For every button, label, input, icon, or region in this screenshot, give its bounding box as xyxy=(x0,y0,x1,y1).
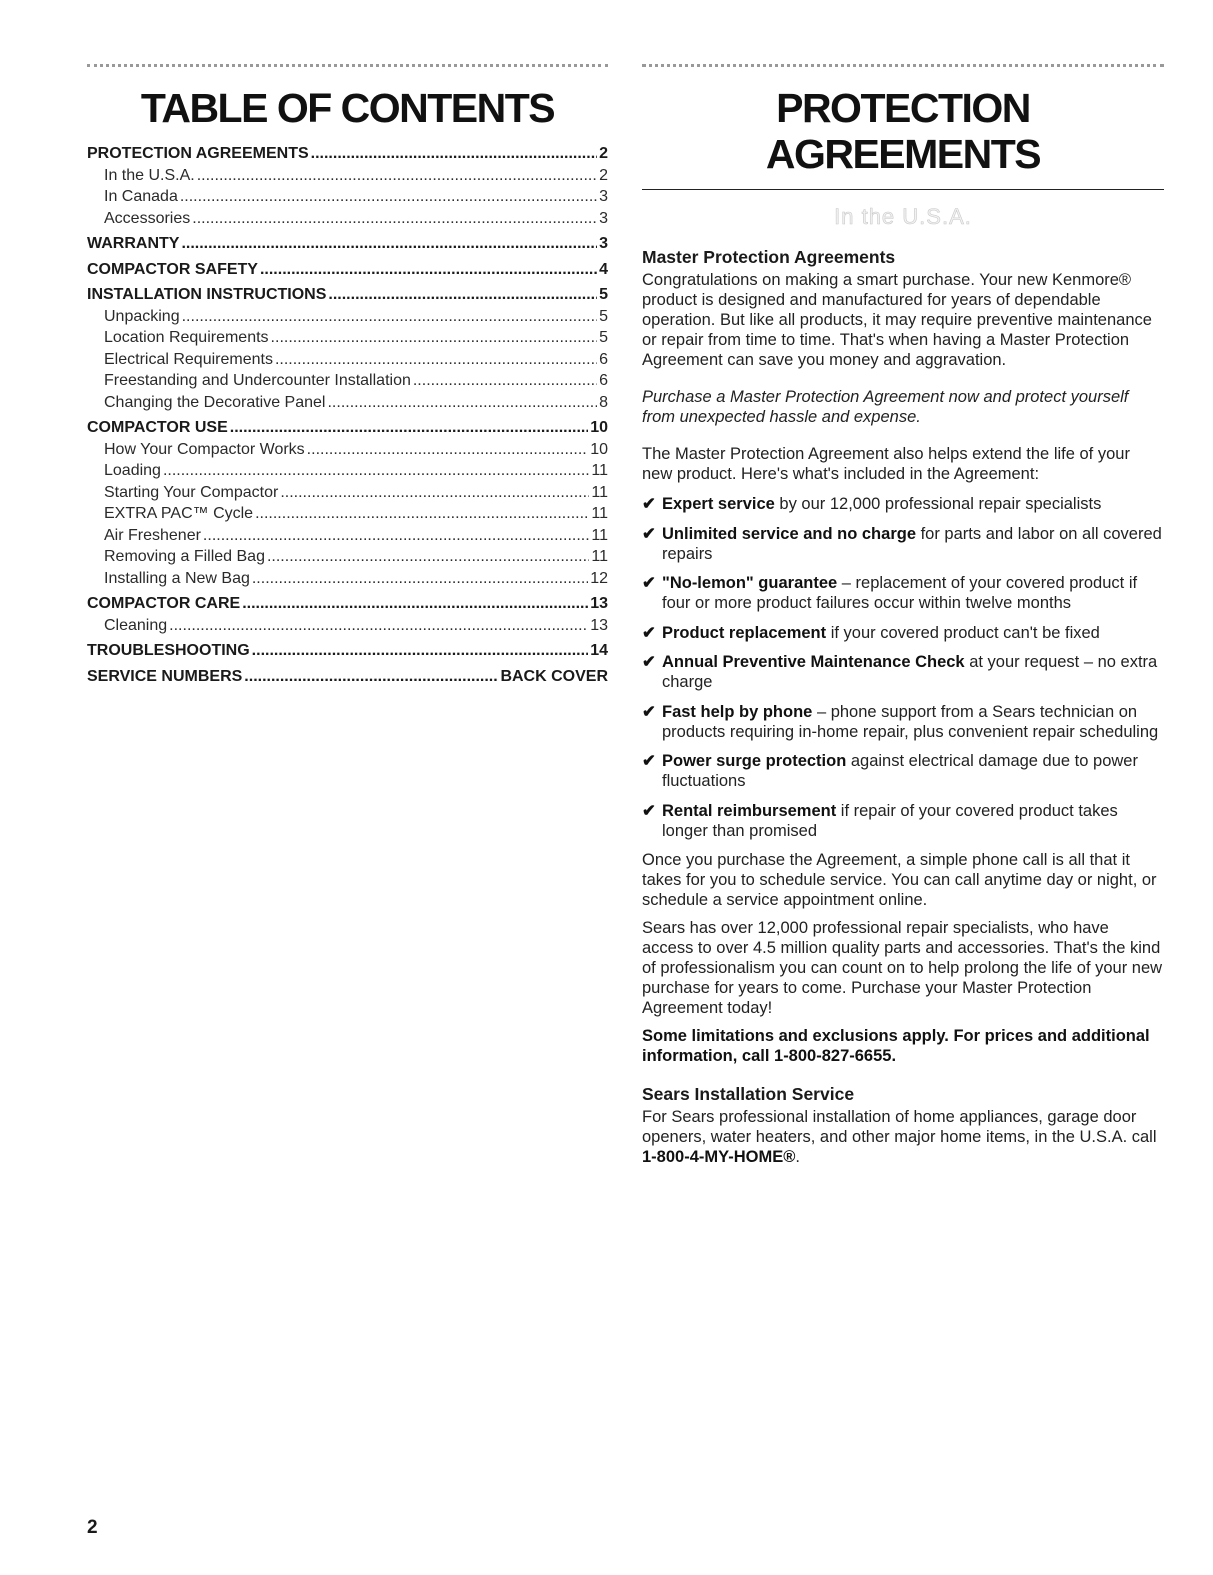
toc-entry-label: Unpacking xyxy=(104,307,180,325)
toc-entry-page: 6 xyxy=(599,372,608,389)
toc-entry-label: SERVICE NUMBERS xyxy=(87,667,243,685)
toc-entry-page: 2 xyxy=(599,166,608,184)
benefit-text xyxy=(662,652,1164,692)
toc-entry-page: 13 xyxy=(590,616,608,634)
toc-entry-page: 4 xyxy=(599,260,608,278)
toc-entry xyxy=(87,568,608,590)
toc-entry-page: 3 xyxy=(599,209,608,227)
toc-entry xyxy=(87,503,608,525)
top-dotted-rule xyxy=(642,64,1164,71)
toc-entry xyxy=(87,640,608,662)
toc-leader-dots xyxy=(413,370,597,392)
toc-leader-dots xyxy=(244,666,498,688)
toc-entry-label: COMPACTOR USE xyxy=(87,419,228,436)
toc-entry-page: 14 xyxy=(590,642,608,659)
benefit-item xyxy=(642,623,1164,643)
toc-leader-dots xyxy=(252,640,589,662)
benefit-title: "No-lemon" guarantee xyxy=(662,574,838,592)
toc-entry-label: EXTRA PAC™ Cycle xyxy=(104,505,254,522)
benefit-list xyxy=(642,494,1164,841)
install-text: For Sears professional installation of home appliances, garage door openers, water heaters, and other major home items, in the U.S.A. call xyxy=(642,1108,1157,1146)
toc-entry xyxy=(87,165,608,187)
benefit-description: for parts and labor on all covered repairs xyxy=(662,524,1162,563)
benefit-title: Unlimited service and no charge xyxy=(662,524,916,543)
toc-leader-dots xyxy=(327,392,597,414)
benefit-title: Power surge protection xyxy=(662,752,847,770)
top-dotted-rule xyxy=(87,64,608,71)
intro-paragraph: Congratulations on making a smart purchase. Your new Kenmore® product is designed and manufactured for years of dependable operation. But like all products, it may require preventive maintenance or repair from time to time. That's when having a Master Protection Agreement can save you money and aggravation. xyxy=(642,271,1152,369)
toc-leader-dots xyxy=(252,568,588,590)
toc-entry-label: INSTALLATION INSTRUCTIONS xyxy=(87,286,327,303)
toc-entry xyxy=(87,392,608,414)
benefit-text xyxy=(662,751,1164,791)
benefit-title: Expert service xyxy=(662,495,775,513)
limitations-note: Some limitations and exclusions apply. For prices and additional information, call 1-800-827-6655. xyxy=(642,1027,1150,1065)
toc-entry-page: 10 xyxy=(590,419,608,436)
toc-entry-label: Air Freshener xyxy=(104,526,201,544)
toc-entry-page: 11 xyxy=(591,505,608,522)
checkmark-icon: ✔ xyxy=(642,702,656,721)
table-of-contents xyxy=(87,64,608,687)
toc-leader-dots xyxy=(275,349,597,371)
toc-leader-dots xyxy=(181,233,597,255)
benefit-title: Fast help by phone xyxy=(662,702,813,721)
toc-leader-dots xyxy=(180,186,597,208)
benefit-text xyxy=(662,801,1164,841)
toc-leader-dots xyxy=(182,306,597,328)
toc-entry-page: 5 xyxy=(599,307,608,325)
checkmark-icon: ✔ xyxy=(642,752,656,770)
protection-title: PROTECTION AGREEMENTS xyxy=(765,85,1041,177)
toc-entry-page: 2 xyxy=(599,145,608,162)
toc-entry-page: 11 xyxy=(591,483,608,501)
toc-entry-page: 3 xyxy=(599,188,608,205)
title-rule xyxy=(642,189,1164,190)
toc-entry xyxy=(87,482,608,504)
toc-leader-dots xyxy=(192,208,597,230)
benefit-description: if your covered product can't be fixed xyxy=(826,623,1100,642)
toc-entry-page: BACK COVER xyxy=(500,667,608,685)
italic-note: Purchase a Master Protection Agreement now and protect yourself from unexpected hassle and expense. xyxy=(642,388,1129,426)
toc-leader-dots xyxy=(163,460,589,482)
toc-entry xyxy=(87,306,608,328)
sears-paragraph: Sears has over 12,000 professional repair specialists, who have access to over 4.5 million quality parts and accessories. That's the kind of professionalism you can count on to help prolong the life of your new purchase for years to come. Purchase your Master Protection Agreement today! xyxy=(642,919,1163,1017)
toc-entry-page: 12 xyxy=(590,569,608,587)
page-number: 2 xyxy=(87,1517,98,1538)
benefit-item xyxy=(642,573,1164,613)
toc-leader-dots xyxy=(197,165,597,187)
toc-entry xyxy=(87,439,608,461)
toc-entry-label: PROTECTION AGREEMENTS xyxy=(87,145,309,162)
benefit-text xyxy=(662,702,1164,742)
toc-leader-dots xyxy=(271,327,598,349)
benefit-description: if repair of your covered product takes longer than promised xyxy=(662,801,1118,840)
install-phone: 1-800-4-MY-HOME® xyxy=(642,1148,796,1166)
benefit-item xyxy=(642,652,1164,692)
toc-leader-dots xyxy=(280,482,589,504)
toc-entry-page: 3 xyxy=(599,235,608,252)
toc-entry-label: Location Requirements xyxy=(104,329,269,346)
benefit-text xyxy=(662,573,1164,613)
toc-entry-label: Loading xyxy=(104,462,161,479)
toc-leader-dots xyxy=(267,546,589,568)
toc-entry-page: 6 xyxy=(599,350,608,368)
toc-leader-dots xyxy=(230,417,588,439)
toc-entry-label: TROUBLESHOOTING xyxy=(87,642,250,659)
benefit-description: – phone support from a Sears technician on products requiring in-home repair, plus convenient repair scheduling xyxy=(662,702,1159,741)
toc-entry xyxy=(87,460,608,482)
region-subheading: In the U.S.A. xyxy=(834,204,972,229)
toc-entry xyxy=(87,259,608,281)
benefit-description: by our 12,000 professional repair specialists xyxy=(774,495,1102,513)
install-end: . xyxy=(795,1148,800,1166)
toc-entry-page: 10 xyxy=(590,440,608,458)
toc-leader-dots xyxy=(169,615,588,637)
toc-entry-label: COMPACTOR SAFETY xyxy=(87,260,258,278)
checkmark-icon: ✔ xyxy=(642,495,656,513)
toc-leader-dots xyxy=(242,593,588,615)
toc-entry-label: How Your Compactor Works xyxy=(104,440,305,458)
toc-leader-dots xyxy=(203,525,589,547)
toc-entry xyxy=(87,417,608,439)
benefit-description: at your request – no extra charge xyxy=(662,653,1158,691)
benefit-item xyxy=(642,494,1164,514)
toc-entry xyxy=(87,370,608,392)
checkmark-icon: ✔ xyxy=(642,653,656,671)
toc-entry-page: 11 xyxy=(591,526,608,544)
benefit-title: Rental reimbursement xyxy=(662,801,837,820)
toc-entry-label: Changing the Decorative Panel xyxy=(104,393,326,411)
toc-entry-page: 11 xyxy=(591,548,608,565)
install-paragraph xyxy=(642,1107,1164,1167)
toc-entry xyxy=(87,593,608,615)
toc-entry-page: 5 xyxy=(599,329,608,346)
benefit-item xyxy=(642,524,1164,564)
protection-agreements-section xyxy=(642,64,1164,1167)
checkmark-icon: ✔ xyxy=(642,574,656,592)
extends-paragraph: The Master Protection Agreement also helps extend the life of your new product. Here's what's included in the Agreement: xyxy=(642,445,1130,483)
toc-entry-page: 5 xyxy=(599,286,608,303)
toc-entry xyxy=(87,143,608,165)
toc-entry-label: WARRANTY xyxy=(87,235,180,252)
once-paragraph: Once you purchase the Agreement, a simple phone call is all that it takes for you to schedule service. You can call anytime day or night, or schedule a service appointment online. xyxy=(642,851,1157,909)
toc-leader-dots xyxy=(260,259,597,281)
toc-entry xyxy=(87,233,608,255)
benefit-description: – replacement of your covered product if four or more product failures occur within twelve months xyxy=(662,574,1138,612)
toc-entry-label: In Canada xyxy=(104,188,178,205)
benefit-title: Product replacement xyxy=(662,623,827,642)
checkmark-icon: ✔ xyxy=(642,623,656,642)
checkmark-icon: ✔ xyxy=(642,801,656,820)
toc-entry xyxy=(87,327,608,349)
benefit-item xyxy=(642,801,1164,841)
toc-entry-page: 8 xyxy=(599,393,608,411)
toc-entry xyxy=(87,208,608,230)
benefit-description: against electrical damage due to power fluctuations xyxy=(662,752,1138,790)
toc-entry-page: 13 xyxy=(590,595,608,612)
toc-entry-page: 11 xyxy=(591,462,608,479)
toc-leader-dots xyxy=(307,439,589,461)
toc-entry xyxy=(87,666,608,688)
mpa-heading: Master Protection Agreements xyxy=(642,247,896,267)
benefit-text xyxy=(662,524,1164,564)
toc-entry-label: Removing a Filled Bag xyxy=(104,548,265,565)
install-heading: Sears Installation Service xyxy=(642,1084,855,1104)
toc-leader-dots xyxy=(255,503,589,525)
toc-entry xyxy=(87,186,608,208)
toc-title: TABLE OF CONTENTS xyxy=(140,85,555,131)
toc-entry-label: Cleaning xyxy=(104,616,168,634)
benefit-title: Annual Preventive Maintenance Check xyxy=(662,653,965,671)
toc-entry xyxy=(87,546,608,568)
toc-entry-label: Installing a New Bag xyxy=(104,569,250,587)
benefit-text xyxy=(662,494,1101,514)
toc-entry-label: Starting Your Compactor xyxy=(104,483,279,501)
toc-leader-dots xyxy=(311,143,597,165)
checkmark-icon: ✔ xyxy=(642,524,656,543)
toc-list xyxy=(87,143,608,687)
toc-entry-label: In the U.S.A. xyxy=(104,166,195,184)
toc-entry-label: COMPACTOR CARE xyxy=(87,595,241,612)
benefit-text xyxy=(662,623,1100,643)
toc-entry-label: Freestanding and Undercounter Installation xyxy=(104,372,411,389)
toc-entry xyxy=(87,349,608,371)
toc-entry xyxy=(87,284,608,306)
toc-entry-label: Electrical Requirements xyxy=(104,350,273,368)
benefit-item xyxy=(642,751,1164,791)
benefit-item xyxy=(642,702,1164,742)
toc-leader-dots xyxy=(328,284,597,306)
toc-entry-label: Accessories xyxy=(104,209,191,227)
toc-entry xyxy=(87,525,608,547)
toc-entry xyxy=(87,615,608,637)
